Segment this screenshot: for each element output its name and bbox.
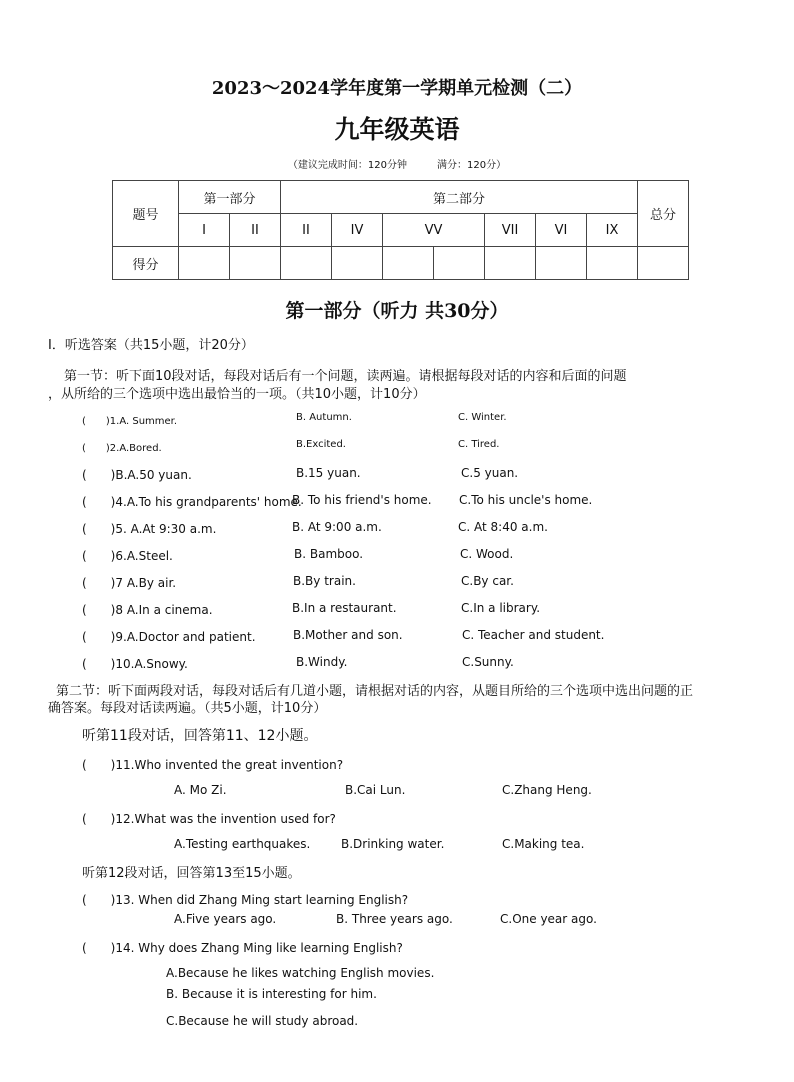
question-row-option-b[interactable]: B. To his friend's home. xyxy=(292,493,432,507)
option-a[interactable]: A. Mo Zi. xyxy=(174,783,227,797)
question-row-option-a[interactable]: ( )B.A.50 yuan. xyxy=(82,468,192,482)
total-header: 总分 xyxy=(638,181,689,247)
row-label-score: 得分 xyxy=(113,247,179,280)
score-cell[interactable] xyxy=(332,247,383,280)
question-row-option-a[interactable]: ( )8 A.In a cinema. xyxy=(82,603,213,617)
score-cell[interactable] xyxy=(536,247,587,280)
option-c[interactable]: C.Because he will study abroad. xyxy=(166,1014,359,1028)
question-row-option-b[interactable]: B.Excited. xyxy=(296,439,346,450)
question-row-option-c[interactable]: C.5 yuan. xyxy=(461,466,519,480)
score-table xyxy=(112,180,689,280)
col-header: IV xyxy=(332,214,383,247)
score-cell[interactable] xyxy=(587,247,638,280)
question-row-option-c[interactable]: C. At 8:40 a.m. xyxy=(458,520,548,534)
part2-header: 第二部分 xyxy=(281,181,638,214)
col-header: VI xyxy=(536,214,587,247)
question-row-option-b[interactable]: B.By train. xyxy=(293,574,356,588)
instruction-line: 第二节：听下面两段对话，每段对话后有几道小题，请根据对话的内容，从题目所给的三个选项中选出问题的正 xyxy=(56,684,694,699)
col-header: I xyxy=(179,214,230,247)
option-b[interactable]: B. Three years ago. xyxy=(336,912,453,926)
score-cell[interactable] xyxy=(434,247,485,280)
score-cell[interactable] xyxy=(485,247,536,280)
exam-title: 2023～2024学年度第一学期单元检测（二） xyxy=(211,78,583,99)
question-row-option-b[interactable]: B.In a restaurant. xyxy=(292,601,397,615)
question-row-option-a[interactable]: ( )7 A.By air. xyxy=(82,576,177,590)
score-cell[interactable] xyxy=(281,247,332,280)
row-label-question: 题号 xyxy=(113,181,179,247)
question-12: ( )12.What was the invention used for? xyxy=(82,812,336,826)
option-b[interactable]: B.Drinking water. xyxy=(341,837,445,851)
question-row-option-c[interactable]: C.Sunny. xyxy=(462,655,514,669)
question-row-option-a[interactable]: ( )1.A. Summer. xyxy=(82,416,178,427)
question-row-option-c[interactable]: C.In a library. xyxy=(461,601,541,615)
option-a[interactable]: A.Five years ago. xyxy=(174,912,277,926)
dialog-heading: 听第11段对话，回答第11、12小题。 xyxy=(82,728,318,744)
subject-title: 九年级英语 xyxy=(334,115,460,144)
section-title: 第一部分（听力 共30分） xyxy=(285,300,509,322)
question-row-option-c[interactable]: C. Wood. xyxy=(460,547,514,561)
score-cell[interactable] xyxy=(230,247,281,280)
question-row-option-a[interactable]: ( )9.A.Doctor and patient. xyxy=(82,630,256,644)
question-row-option-a[interactable]: ( )5. A.At 9:30 a.m. xyxy=(82,522,217,536)
question-row-option-a[interactable]: ( )10.A.Snowy. xyxy=(82,657,188,671)
score-cell[interactable] xyxy=(179,247,230,280)
question-row-option-b[interactable]: B. Bamboo. xyxy=(294,547,364,561)
question-row-option-b[interactable]: B. At 9:00 a.m. xyxy=(292,520,382,534)
option-a[interactable]: A.Because he likes watching English movies. xyxy=(166,966,435,980)
col-header: VV xyxy=(383,214,485,247)
dialog-heading: 听第12段对话，回答第13至15小题。 xyxy=(82,866,301,881)
question-11: ( )11.Who invented the great invention? xyxy=(82,758,344,772)
exam-info: （建议完成时间：120分钟 满分：120分） xyxy=(287,160,507,171)
instruction-line: 第一节：听下面10段对话，每段对话后有一个问题，读两遍。请根据每段对话的内容和后面的问题 xyxy=(64,369,627,384)
question-14: ( )14. Why does Zhang Ming like learning English? xyxy=(82,941,403,955)
col-header: II xyxy=(230,214,281,247)
option-a[interactable]: A.Testing earthquakes. xyxy=(174,837,311,851)
question-row-option-c[interactable]: C.By car. xyxy=(461,574,514,588)
question-row-option-b[interactable]: B.Mother and son. xyxy=(293,628,403,642)
option-b[interactable]: B. Because it is interesting for him. xyxy=(166,987,377,1001)
col-header: IX xyxy=(587,214,638,247)
question-row-option-b[interactable]: B.Windy. xyxy=(296,655,348,669)
question-row-option-c[interactable]: C. Teacher and student. xyxy=(462,628,605,642)
instruction-line: 确答案。每段对话读两遍。（共5小题，计10分） xyxy=(48,701,327,716)
col-header: II xyxy=(281,214,332,247)
option-c[interactable]: C.One year ago. xyxy=(500,912,597,926)
question-13: ( )13. When did Zhang Ming start learning English? xyxy=(82,893,409,907)
part1-header: 第一部分 xyxy=(179,181,281,214)
col-header: VII xyxy=(485,214,536,247)
option-c[interactable]: C.Making tea. xyxy=(502,837,585,851)
question-row-option-a[interactable]: ( )4.A.To his grandparents' home. xyxy=(82,495,302,509)
question-row-option-a[interactable]: ( )2.A.Bored. xyxy=(82,443,162,454)
question-row-option-c[interactable]: C. Tired. xyxy=(458,439,500,450)
option-c[interactable]: C.Zhang Heng. xyxy=(502,783,592,797)
question-row-option-b[interactable]: B. Autumn. xyxy=(296,412,352,423)
question-row-option-a[interactable]: ( )6.A.Steel. xyxy=(82,549,173,563)
score-cell[interactable] xyxy=(383,247,434,280)
question-row-option-c[interactable]: C.To his uncle's home. xyxy=(459,493,593,507)
total-score-cell[interactable] xyxy=(638,247,689,280)
section-heading: I．听选答案（共15小题，计20分） xyxy=(48,338,254,353)
question-row-option-b[interactable]: B.15 yuan. xyxy=(296,466,361,480)
question-row-option-c[interactable]: C. Winter. xyxy=(458,412,507,423)
option-b[interactable]: B.Cai Lun. xyxy=(345,783,406,797)
instruction-line: ，从所给的三个选项中选出最恰当的一项。（共10小题，计10分） xyxy=(48,387,426,402)
